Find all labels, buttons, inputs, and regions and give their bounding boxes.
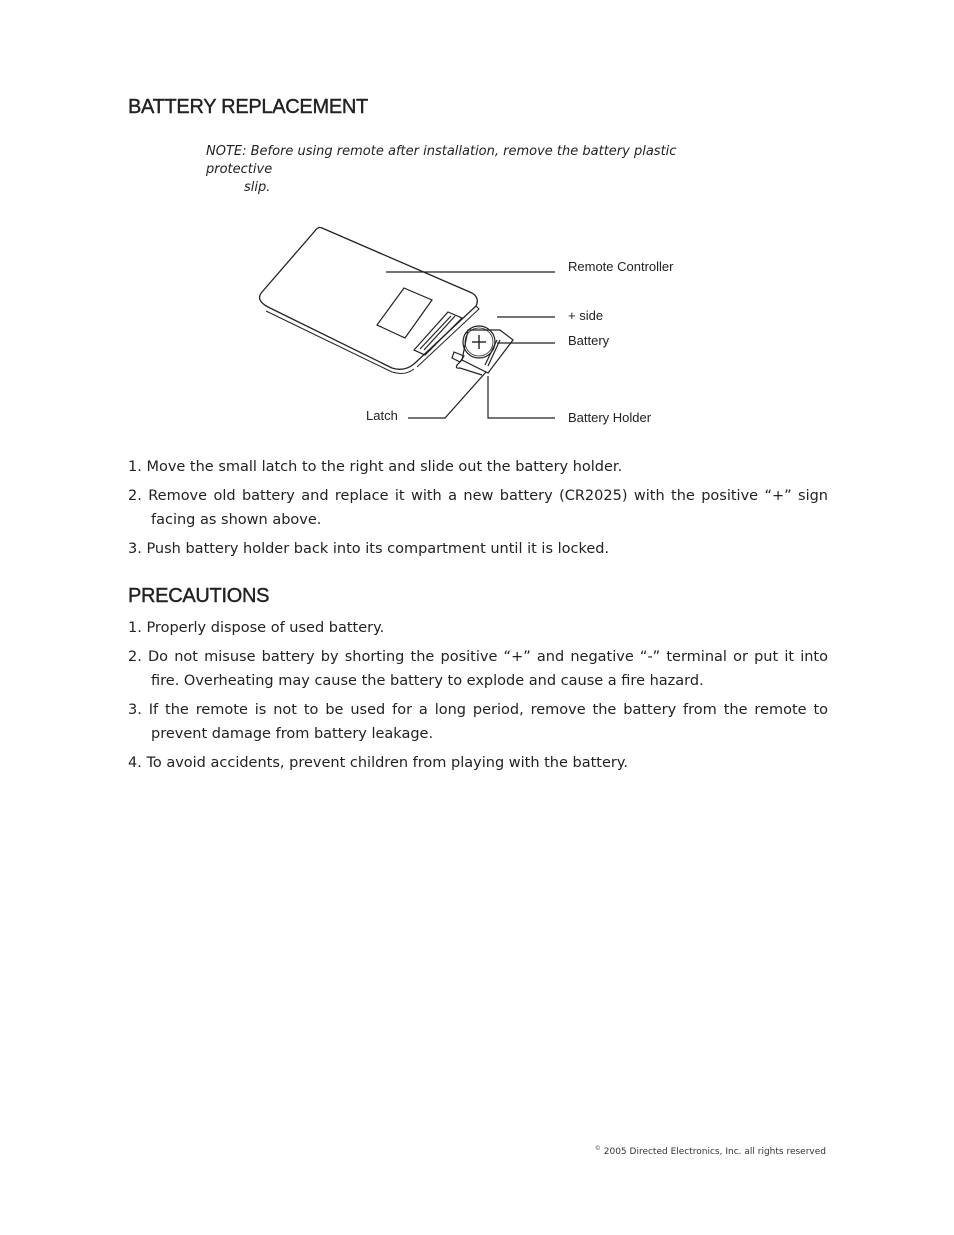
label-battery: Battery <box>568 333 610 348</box>
battery-replacement-diagram <box>250 215 730 435</box>
list-item: 1. Move the small latch to the right and slide out the battery holder. <box>128 459 623 475</box>
copyright-footer <box>595 1145 826 1157</box>
section-title-precautions: PRECAUTIONS <box>128 585 270 607</box>
copyright-symbol: © <box>594 1145 601 1152</box>
list-item: 2. Do not misuse battery by shorting the positive “+” and negative “-” terminal or put it into fire. Overheating may cause the battery to explode and cause a fire hazard. <box>128 649 828 689</box>
list-item: 3. Push battery holder back into its compartment until it is locked. <box>128 541 610 557</box>
replacement-steps-list <box>128 455 828 566</box>
list-item: 4. To avoid accidents, prevent children from playing with the battery. <box>128 755 628 771</box>
copyright-text: 2005 Directed Electronics, Inc. all rights reserved <box>603 1147 826 1157</box>
list-item: 2. Remove old battery and replace it with a new battery (CR2025) with the positive “+” sign facing as shown above. <box>128 488 828 528</box>
label-remote-controller: Remote Controller <box>568 259 674 274</box>
remote-controller-illustration <box>260 228 479 374</box>
label-latch: Latch <box>366 408 398 423</box>
note-line-2: slip. <box>244 180 271 195</box>
label-battery-holder: Battery Holder <box>568 410 652 425</box>
note-line-1: NOTE: Before using remote after installation, remove the battery plastic protective <box>206 144 677 177</box>
list-item: 3. If the remote is not to be used for a long period, remove the battery from the remote to prevent damage from battery leakage. <box>128 702 828 742</box>
section-title-battery-replacement: BATTERY REPLACEMENT <box>128 96 368 118</box>
leader-lines <box>386 272 555 418</box>
installation-note <box>206 143 726 197</box>
battery-holder-illustration <box>452 326 513 375</box>
label-plus-side: + side <box>568 308 604 323</box>
precautions-list <box>128 616 828 780</box>
list-item: 1. Properly dispose of used battery. <box>128 620 385 636</box>
